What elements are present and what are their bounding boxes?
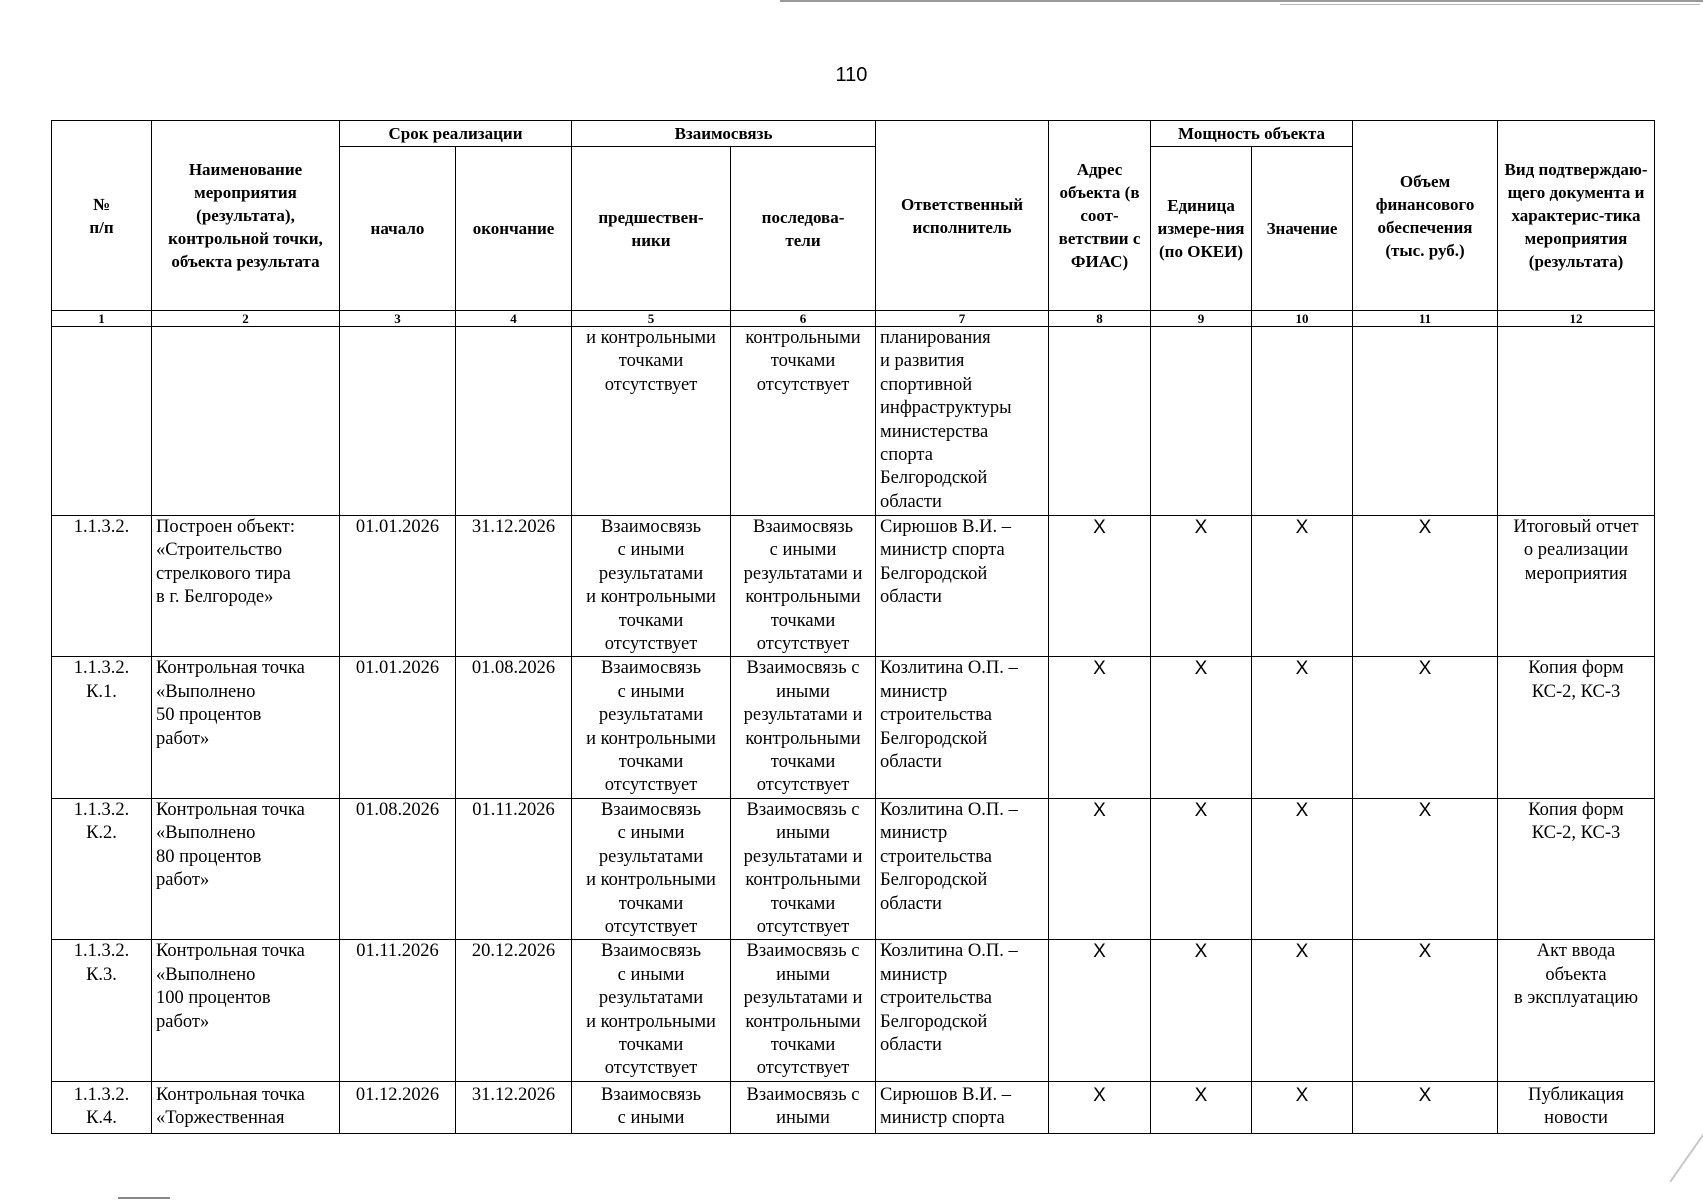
cell-name: Контрольная точка «Выполнено 80 процентов работ» bbox=[152, 798, 340, 939]
header-funding: Объем финансового обеспечения (тыс. руб.) bbox=[1353, 121, 1498, 311]
cell-predecessors: Взаимосвязь с иными результатами и контрольными точками отсутствует bbox=[572, 940, 731, 1081]
cell-name: Контрольная точка «Выполнено 50 процентов работ» bbox=[152, 657, 340, 798]
table-row bbox=[52, 798, 1655, 939]
cell-address: X bbox=[1049, 657, 1151, 798]
cell-num: 1.1.3.2. К.3. bbox=[52, 940, 152, 1081]
scan-edge-line bbox=[1669, 1108, 1703, 1183]
cell-document: Копия форм КС-2, КС-3 bbox=[1498, 657, 1655, 798]
cell-start: 01.08.2026 bbox=[340, 798, 456, 939]
cell-unit: X bbox=[1151, 516, 1252, 657]
cell-address: X bbox=[1049, 516, 1151, 657]
cell-address: X bbox=[1049, 940, 1151, 1081]
header-value: Значение bbox=[1252, 147, 1353, 311]
header-responsible: Ответственный исполнитель bbox=[876, 121, 1049, 311]
column-number: 3 bbox=[340, 311, 456, 327]
column-number: 8 bbox=[1049, 311, 1151, 327]
cell-start: 01.01.2026 bbox=[340, 657, 456, 798]
cell-predecessors: и контрольными точками отсутствует bbox=[572, 327, 731, 516]
cell-num: 1.1.3.2. К.1. bbox=[52, 657, 152, 798]
header-successors: последова- тели bbox=[731, 147, 876, 311]
cell-responsible: планирования и развития спортивной инфраструктуры министерства спорта Белгородской области bbox=[876, 327, 1049, 516]
cell-name: Построен объект: «Строительство стрелкового тира в г. Белгороде» bbox=[152, 516, 340, 657]
column-number: 12 bbox=[1498, 311, 1655, 327]
cell-end bbox=[456, 327, 572, 516]
cell-start: 01.11.2026 bbox=[340, 940, 456, 1081]
cell-start: 01.01.2026 bbox=[340, 516, 456, 657]
header-predecessors: предшествен- ники bbox=[572, 147, 731, 311]
cell-unit bbox=[1151, 327, 1252, 516]
column-number: 6 bbox=[731, 311, 876, 327]
scan-edge-line bbox=[118, 1197, 170, 1199]
cell-predecessors: Взаимосвязь с иными bbox=[572, 1081, 731, 1133]
cell-num: 1.1.3.2. К.2. bbox=[52, 798, 152, 939]
column-number: 2 bbox=[152, 311, 340, 327]
table-row bbox=[52, 1081, 1655, 1133]
cell-end: 20.12.2026 bbox=[456, 940, 572, 1081]
cell-funding: X bbox=[1353, 657, 1498, 798]
table-row bbox=[52, 940, 1655, 1081]
cell-document: Публикация новости bbox=[1498, 1081, 1655, 1133]
cell-funding bbox=[1353, 327, 1498, 516]
column-number: 11 bbox=[1353, 311, 1498, 327]
header-capacity-group: Мощность объекта bbox=[1151, 121, 1353, 147]
cell-unit: X bbox=[1151, 798, 1252, 939]
cell-value bbox=[1252, 327, 1353, 516]
header-name: Наименование мероприятия (результата), контрольной точки, объекта результата bbox=[152, 121, 340, 311]
scan-edge-line bbox=[1280, 4, 1700, 5]
cell-address: X bbox=[1049, 798, 1151, 939]
cell-funding: X bbox=[1353, 940, 1498, 1081]
cell-value: X bbox=[1252, 798, 1353, 939]
cell-value: X bbox=[1252, 940, 1353, 1081]
cell-successors: контрольными точками отсутствует bbox=[731, 327, 876, 516]
cell-name bbox=[152, 327, 340, 516]
cell-num bbox=[52, 327, 152, 516]
cell-end: 31.12.2026 bbox=[456, 1081, 572, 1133]
cell-address bbox=[1049, 327, 1151, 516]
cell-unit: X bbox=[1151, 940, 1252, 1081]
cell-funding: X bbox=[1353, 798, 1498, 939]
column-number: 9 bbox=[1151, 311, 1252, 327]
column-number: 10 bbox=[1252, 311, 1353, 327]
cell-document: Итоговый отчет о реализации мероприятия bbox=[1498, 516, 1655, 657]
cell-unit: X bbox=[1151, 657, 1252, 798]
cell-end: 31.12.2026 bbox=[456, 516, 572, 657]
header-start: начало bbox=[340, 147, 456, 311]
cell-start: 01.12.2026 bbox=[340, 1081, 456, 1133]
header-end: окончание bbox=[456, 147, 572, 311]
header-link-group: Взаимосвязь bbox=[572, 121, 876, 147]
cell-value: X bbox=[1252, 1081, 1353, 1133]
table-row bbox=[52, 657, 1655, 798]
cell-successors: Взаимосвязь с иными результатами и контрольными точками отсутствует bbox=[731, 798, 876, 939]
column-number: 1 bbox=[52, 311, 152, 327]
cell-end: 01.08.2026 bbox=[456, 657, 572, 798]
cell-responsible: Сирюшов В.И. – министр спорта bbox=[876, 1081, 1049, 1133]
column-number-row bbox=[52, 311, 1655, 327]
cell-num: 1.1.3.2. К.4. bbox=[52, 1081, 152, 1133]
cell-funding: X bbox=[1353, 1081, 1498, 1133]
cell-document bbox=[1498, 327, 1655, 516]
cell-responsible: Козлитина О.П. – министр строительства Белгородской области bbox=[876, 657, 1049, 798]
header-num: № п/п bbox=[52, 121, 152, 311]
column-number: 5 bbox=[572, 311, 731, 327]
cell-successors: Взаимосвязь с иными bbox=[731, 1081, 876, 1133]
cell-predecessors: Взаимосвязь с иными результатами и контрольными точками отсутствует bbox=[572, 516, 731, 657]
cell-predecessors: Взаимосвязь с иными результатами и контрольными точками отсутствует bbox=[572, 798, 731, 939]
table-row bbox=[52, 516, 1655, 657]
cell-unit: X bbox=[1151, 1081, 1252, 1133]
header-term-group: Срок реализации bbox=[340, 121, 572, 147]
cell-successors: Взаимосвязь с иными результатами и контрольными точками отсутствует bbox=[731, 657, 876, 798]
cell-successors: Взаимосвязь с иными результатами и контрольными точками отсутствует bbox=[731, 516, 876, 657]
cell-address: X bbox=[1049, 1081, 1151, 1133]
cell-num: 1.1.3.2. bbox=[52, 516, 152, 657]
cell-responsible: Козлитина О.П. – министр строительства Белгородской области bbox=[876, 940, 1049, 1081]
header-row bbox=[52, 121, 1655, 147]
cell-value: X bbox=[1252, 657, 1353, 798]
cell-document: Копия форм КС-2, КС-3 bbox=[1498, 798, 1655, 939]
cell-successors: Взаимосвязь с иными результатами и контрольными точками отсутствует bbox=[731, 940, 876, 1081]
header-unit: Единица измере-ния (по ОКЕИ) bbox=[1151, 147, 1252, 311]
cell-document: Акт ввода объекта в эксплуатацию bbox=[1498, 940, 1655, 1081]
cell-end: 01.11.2026 bbox=[456, 798, 572, 939]
column-number: 4 bbox=[456, 311, 572, 327]
cell-start bbox=[340, 327, 456, 516]
page-number: 110 bbox=[835, 64, 868, 86]
cell-responsible: Сирюшов В.И. – министр спорта Белгородской области bbox=[876, 516, 1049, 657]
cell-value: X bbox=[1252, 516, 1353, 657]
cell-responsible: Козлитина О.П. – министр строительства Белгородской области bbox=[876, 798, 1049, 939]
cell-funding: X bbox=[1353, 516, 1498, 657]
header-address: Адрес объекта (в соот-ветствии с ФИАС) bbox=[1049, 121, 1151, 311]
cell-name: Контрольная точка «Торжественная bbox=[152, 1081, 340, 1133]
scan-edge-line bbox=[780, 0, 1703, 2]
cell-name: Контрольная точка «Выполнено 100 процентов работ» bbox=[152, 940, 340, 1081]
cell-predecessors: Взаимосвязь с иными результатами и контрольными точками отсутствует bbox=[572, 657, 731, 798]
column-number: 7 bbox=[876, 311, 1049, 327]
plan-table bbox=[51, 120, 1655, 1134]
table-row bbox=[52, 327, 1655, 516]
header-document: Вид подтверждаю-щего документа и характерис-тика мероприятия (результата) bbox=[1498, 121, 1655, 311]
